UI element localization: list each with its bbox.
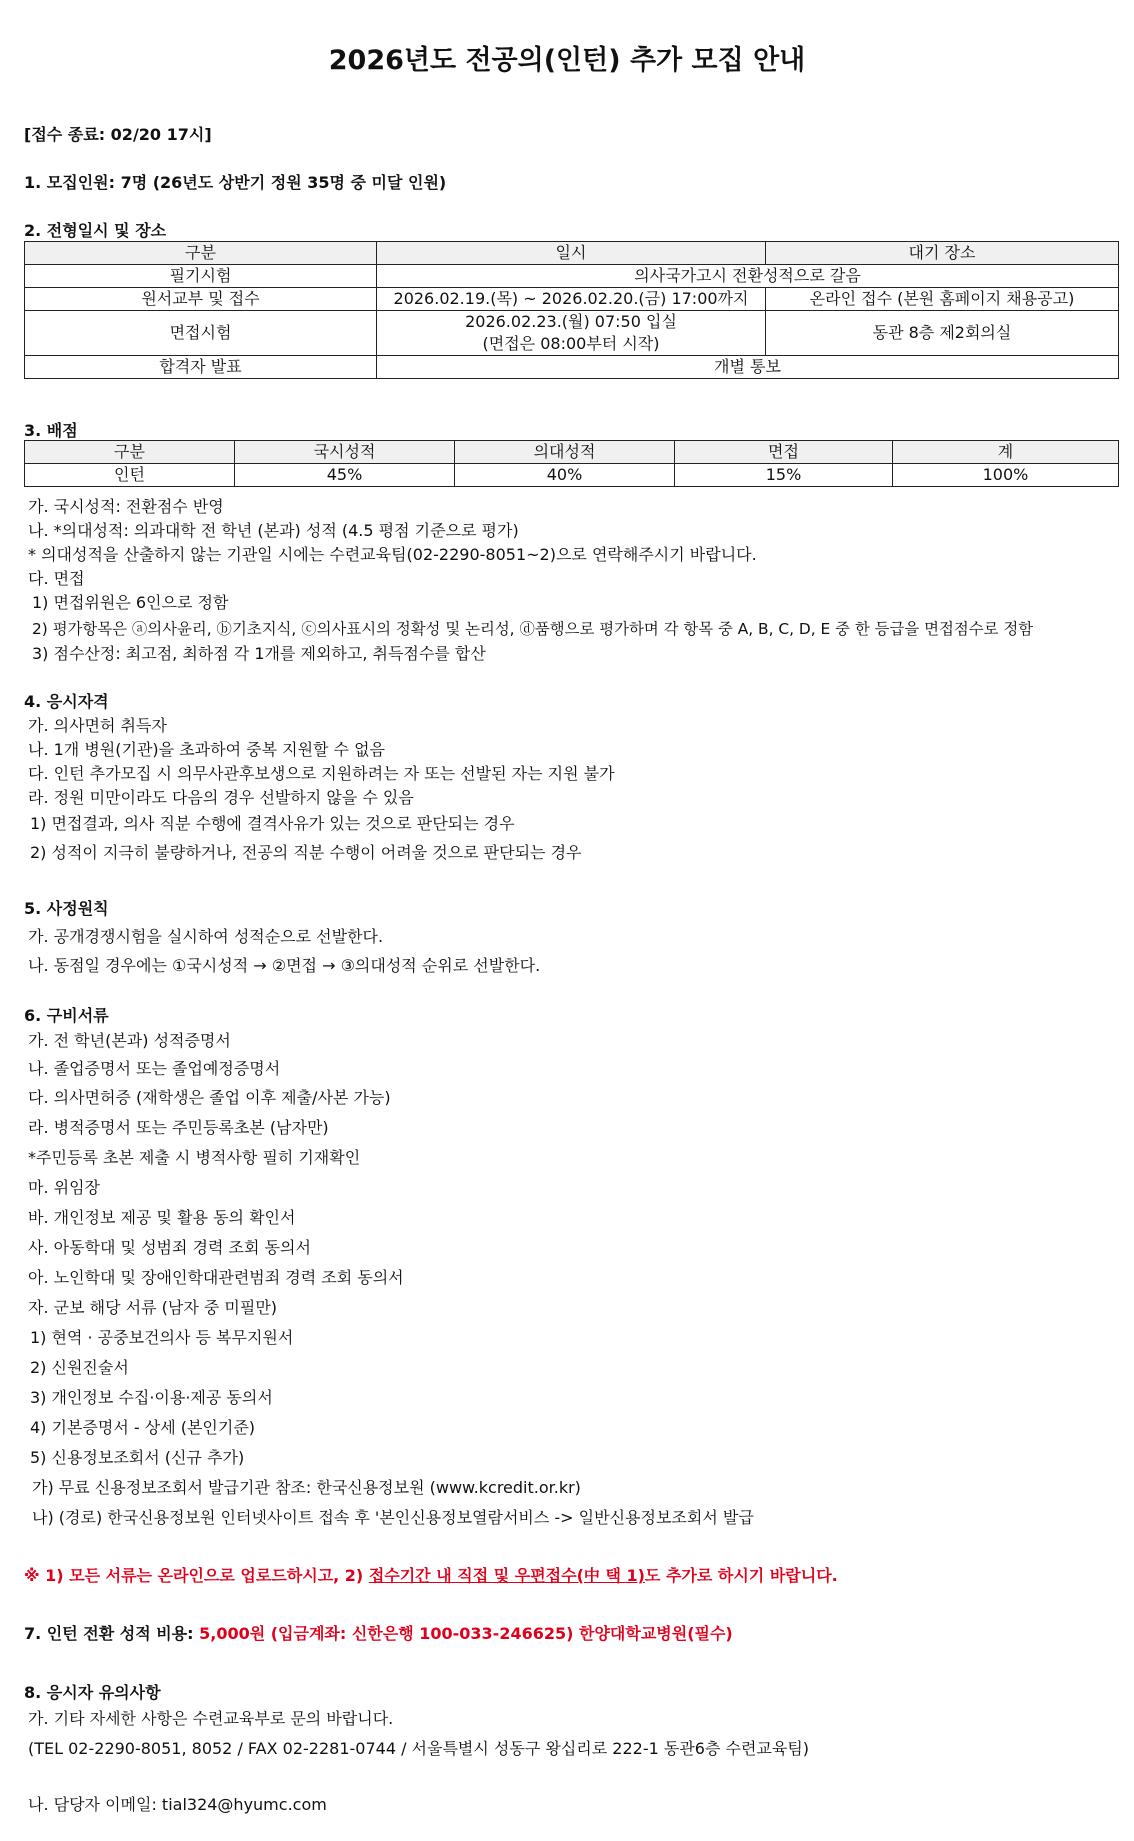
fee-value: 5,000원 (입금계좌: 신한은행 100-033-246625) 한양대학교병원(필수)	[199, 1624, 733, 1643]
table-header: 국시성적	[235, 441, 455, 464]
deadline-notice: [접수 종료: 02/20 17시]	[24, 125, 212, 144]
document-item: 아. 노인학대 및 장애인학대관련범죄 경력 조회 동의서	[28, 1268, 404, 1287]
table-cell: 의사국가고시 전환성적으로 갈음	[377, 265, 1119, 288]
table-cell	[377, 311, 766, 356]
score-note: 1) 면접위원은 6인으로 정함	[32, 593, 229, 612]
table-cell: 원서교부 및 접수	[25, 288, 377, 311]
document-item: 라. 병적증명서 또는 주민등록초본 (남자만)	[28, 1118, 329, 1137]
table-header: 계	[893, 441, 1119, 464]
document-item: 5) 신용정보조회서 (신규 추가)	[30, 1448, 245, 1467]
document-item: 나) (경로) 한국신용정보원 인터넷사이트 접속 후 '본인신용정보열람서비스 -> 일반신용정보조회서 발급	[32, 1508, 754, 1527]
document-item: 1) 현역 · 공중보건의사 등 복무지원서	[30, 1328, 294, 1347]
page-title: 2026년도 전공의(인턴) 추가 모집 안내	[328, 45, 806, 76]
table-row	[25, 265, 1119, 288]
document-item: 가. 전 학년(본과) 성적증명서	[28, 1031, 231, 1050]
eligibility-item: 라. 정원 미만이라도 다음의 경우 선발하지 않을 수 있음	[28, 788, 414, 807]
fee-label: 7. 인턴 전환 성적 비용:	[24, 1624, 200, 1643]
table-cell: 40%	[455, 464, 675, 487]
section-2-heading: 2. 전형일시 및 장소	[24, 221, 167, 240]
document-item: 나. 졸업증명서 또는 졸업예정증명서	[28, 1059, 281, 1078]
eligibility-item: 2) 성적이 지극히 불량하거나, 전공의 직분 수행이 어려울 것으로 판단되는 경우	[30, 843, 582, 862]
section-4-heading: 4. 응시자격	[24, 692, 109, 711]
score-note: 가. 국시성적: 전환점수 반영	[28, 497, 224, 516]
interview-start: (면접은 08:00부터 시작)	[482, 334, 660, 353]
table-cell: 개별 통보	[377, 356, 1119, 379]
notice-part: 도 추가로 하시기 바랍니다.	[644, 1566, 838, 1585]
document-item: 2) 신원진술서	[30, 1358, 129, 1377]
score-note: * 의대성적을 산출하지 않는 기관일 시에는 수련교육팀(02-2290-8051~2)으로 연락해주시기 바랍니다.	[28, 545, 757, 564]
document-item: 사. 아동학대 및 성범죄 경력 조회 동의서	[28, 1238, 311, 1257]
table-header: 구분	[25, 242, 377, 265]
scoring-table	[24, 440, 1119, 487]
document-item: *주민등록 초본 제출 시 병적사항 필히 기재확인	[28, 1148, 361, 1167]
table-row	[25, 311, 1119, 356]
notice-item: 가. 기타 자세한 사항은 수련교육부로 문의 바랍니다.	[28, 1709, 394, 1728]
notice-underlined: 접수기간 내 직접 및 우편접수(中 택 1)	[368, 1566, 645, 1585]
section-5-heading: 5. 사정원칙	[24, 899, 109, 918]
table-cell: 100%	[893, 464, 1119, 487]
table-cell: 인턴	[25, 464, 235, 487]
table-row	[25, 242, 1119, 265]
contact-info: (TEL 02-2290-8051, 8052 / FAX 02-2281-0744 / 서울특별시 성동구 왕십리로 222-1 동관6층 수련교육팀)	[28, 1739, 810, 1758]
table-header: 면접	[675, 441, 893, 464]
table-cell: 2026.02.19.(목) ~ 2026.02.20.(금) 17:00까지	[377, 288, 766, 311]
eligibility-item: 1) 면접결과, 의사 직분 수행에 결격사유가 있는 것으로 판단되는 경우	[30, 814, 515, 833]
schedule-table	[24, 241, 1119, 379]
table-cell: 면접시험	[25, 311, 377, 356]
document-item: 바. 개인정보 제공 및 활용 동의 확인서	[28, 1208, 296, 1227]
selection-item: 가. 공개경쟁시험을 실시하여 성적순으로 선발한다.	[28, 927, 384, 946]
document-submission-notice	[24, 1563, 838, 1586]
table-header: 의대성적	[455, 441, 675, 464]
eligibility-item: 나. 1개 병원(기관)을 초과하여 중복 지원할 수 없음	[28, 740, 386, 759]
document-item: 다. 의사면허증 (재학생은 졸업 이후 제출/사본 가능)	[28, 1088, 391, 1107]
table-row	[25, 464, 1119, 487]
selection-item: 나. 동점일 경우에는 ①국시성적 → ②면접 → ③의대성적 순위로 선발한다.	[28, 956, 541, 975]
document-item: 마. 위임장	[28, 1178, 100, 1197]
table-cell: 동관 8층 제2회의실	[766, 311, 1119, 356]
score-note: 나. *의대성적: 의과대학 전 학년 (본과) 성적 (4.5 평점 기준으로 평가)	[28, 521, 519, 540]
table-row	[25, 356, 1119, 379]
table-cell: 15%	[675, 464, 893, 487]
section-3-heading: 3. 배점	[24, 421, 78, 440]
document-item: 4) 기본증명서 - 상세 (본인기준)	[30, 1418, 256, 1437]
score-note: 다. 면접	[28, 569, 85, 588]
table-cell: 합격자 발표	[25, 356, 377, 379]
score-note: 3) 점수산정: 최고점, 최하점 각 1개를 제외하고, 취득점수를 합산	[32, 644, 486, 663]
table-cell: 온라인 접수 (본원 홈페이지 채용공고)	[766, 288, 1119, 311]
section-1-recruitment: 1. 모집인원: 7명 (26년도 상반기 정원 35명 중 미달 인원)	[24, 173, 447, 192]
table-row	[25, 441, 1119, 464]
interview-date: 2026.02.23.(월) 07:50 입실	[465, 312, 677, 331]
section-6-heading: 6. 구비서류	[24, 1006, 109, 1025]
table-header: 일시	[377, 242, 766, 265]
notice-part: ※ 1) 모든 서류는 온라인으로 업로드하시고, 2)	[24, 1566, 369, 1585]
eligibility-item: 다. 인턴 추가모집 시 의무사관후보생으로 지원하려는 자 또는 선발된 자는 지원 불가	[28, 764, 615, 783]
eligibility-item: 가. 의사면허 취득자	[28, 716, 167, 735]
table-header: 구분	[25, 441, 235, 464]
table-cell: 필기시험	[25, 265, 377, 288]
section-8-heading: 8. 응시자 유의사항	[24, 1683, 161, 1702]
table-row	[25, 288, 1119, 311]
document-item: 3) 개인정보 수집·이용·제공 동의서	[30, 1388, 273, 1407]
score-note: 2) 평가항목은 ⓐ의사윤리, ⓑ기초지식, ⓒ의사표시의 정확성 및 논리성, ⓓ품행으로 평가하며 각 항목 중 A, B, C, D, E 중 한 등급을 면접점수로 정함	[32, 620, 1034, 638]
table-header: 대기 장소	[766, 242, 1119, 265]
contact-email: 나. 담당자 이메일: tial324@hyumc.com	[28, 1795, 327, 1814]
section-7-fee	[24, 1621, 733, 1644]
document-item: 가) 무료 신용정보조회서 발급기관 참조: 한국신용정보원 (www.kcredit.or.kr)	[32, 1478, 581, 1497]
document-item: 자. 군보 해당 서류 (남자 중 미필만)	[28, 1298, 278, 1317]
table-cell: 45%	[235, 464, 455, 487]
